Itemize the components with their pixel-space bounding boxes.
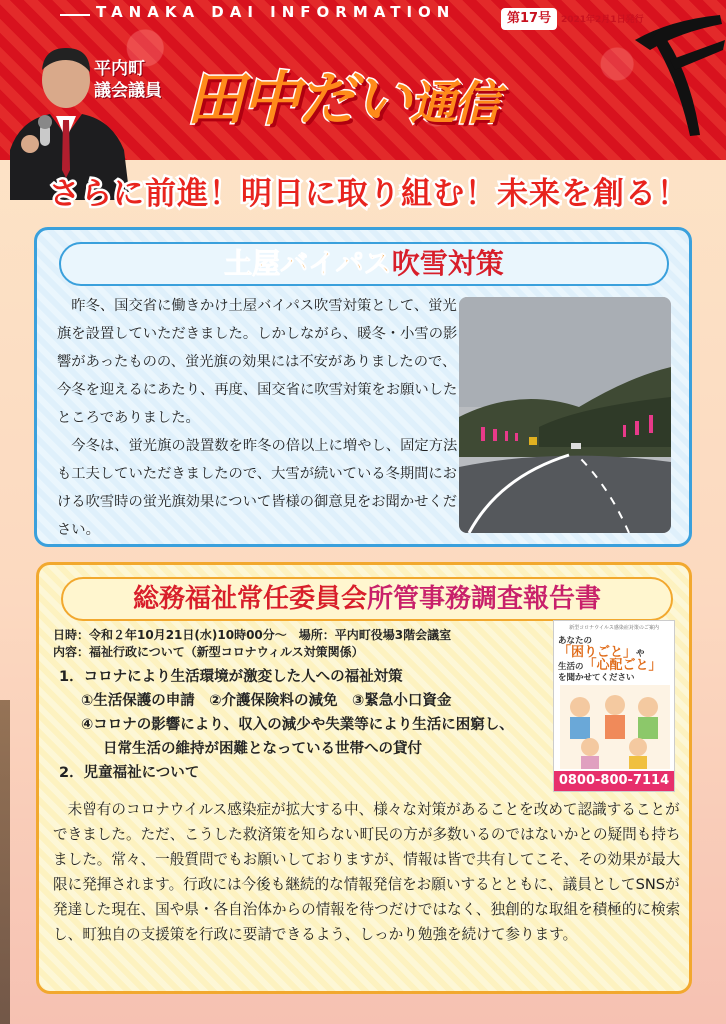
header-rule <box>60 14 90 16</box>
slogan: さらに前進！明日に取り組む！未来を創る！ <box>49 176 689 212</box>
consultation-flyer <box>553 620 675 792</box>
list-item-1a: ①生活保護の申請 ②介護保険料の減免 ③緊急小口資金 <box>81 693 452 709</box>
flyer-illustration <box>560 685 670 769</box>
newsletter-title <box>186 52 498 136</box>
issue-date: 2021年2月1日発行 <box>561 15 644 25</box>
list-item-1c: 日常生活の維持が困難となっている世帯への貸付 <box>103 741 422 757</box>
flyer-line1-big: 「困りごと」 <box>558 645 637 660</box>
bypass-section <box>34 227 692 547</box>
title-main-name: 田中だい <box>186 65 411 133</box>
page-edge-decoration <box>0 700 10 1024</box>
committee-section-title <box>61 577 673 621</box>
flyer-top: 新型コロナウイルス感染症対策のご案内 <box>569 625 659 631</box>
committee-list <box>59 665 514 785</box>
bypass-title-a: 土屋バイパス <box>224 247 392 280</box>
issue-number: 第17号 <box>501 8 557 30</box>
meeting-datetime-place: 日時：令和２年10月21日(水)10時00分～ 場所：平内町役場3階会議室 <box>53 628 452 642</box>
meeting-topic: 内容：福祉行政について（新型コロナウィルス対策関係） <box>53 645 364 659</box>
flyer-line1-b: や <box>636 649 645 659</box>
list-item-1b: ④コロナの影響により、収入の減少や失業等により生活に困窮し、 <box>81 717 514 733</box>
committee-title-b: 所管事務調査報告書 <box>367 584 602 614</box>
flyer-line1: あなたの <box>558 636 593 646</box>
bypass-title-b: 吹雪対策 <box>391 247 504 280</box>
road-photo <box>459 297 671 533</box>
flyer-phone: 0800-800-7114 <box>554 771 674 791</box>
title-main-suffix: 通信 <box>410 76 499 130</box>
list-item-2: 2．児童福祉について <box>59 765 200 781</box>
committee-body: 未曾有のコロナウイルス感染症が拡大する中、様々な対策があることを改めて認識することができました。ただ、こうした救済策を知らない町民の方が多数いるのではないかとの疑問も持ちました。常々、一般質問でもお願いしておりますが、情報は皆で共有してこそ、その効果が最大限に発揮されます。行政には今後も継続的な情報発信をお願いするとともに、議員としてSNSが発達した現在、国や県・各自治体からの情報を待つだけではなく、独創的な取組を積極的に検索し、町独自の支援策を行政に要請できるよう、しっかり勉強を続けて参ります。 <box>53 801 681 943</box>
header-info: TANAKA DAI INFORMATION <box>96 3 456 21</box>
bypass-body <box>57 292 465 544</box>
flyer-line2-big: 「心配ごと」 <box>583 658 662 673</box>
bypass-para-2: 今冬は、蛍光旗の設置数を昨冬の倍以上に増やし、固定方法も工夫していただきましたので、大雪が続いている冬期間における吹雪時の蛍光旗効果について皆様の御意見をお聞かせください。 <box>57 438 458 538</box>
bypass-para-1: 昨冬、国交省に働きかけ土屋バイパス吹雪対策として、蛍光旗を設置していただきました。しかしながら、暖冬・小雪の影響があったものの、蛍光旗の効果には不安がありましたので、今冬を迎えるにあたり、再度、国交省に吹雪対策をお願いしたところでありました。 <box>57 298 458 426</box>
committee-section <box>36 562 692 994</box>
bypass-section-title <box>59 242 669 286</box>
committee-title-a: 総務福祉常任委員会 <box>132 584 367 614</box>
flyer-line2-b: を聞かせてください <box>558 673 635 683</box>
list-item-1: 1．コロナにより生活環境が激変した人への福祉対策 <box>59 669 403 685</box>
brush-stroke-decoration <box>630 10 726 140</box>
title-sub-role: 議会議員 <box>94 81 162 101</box>
flyer-heading <box>554 634 674 686</box>
flyer-line2: 生活の <box>558 662 584 672</box>
committee-meta <box>53 627 451 661</box>
title-sub-town: 平内町 <box>94 59 145 79</box>
